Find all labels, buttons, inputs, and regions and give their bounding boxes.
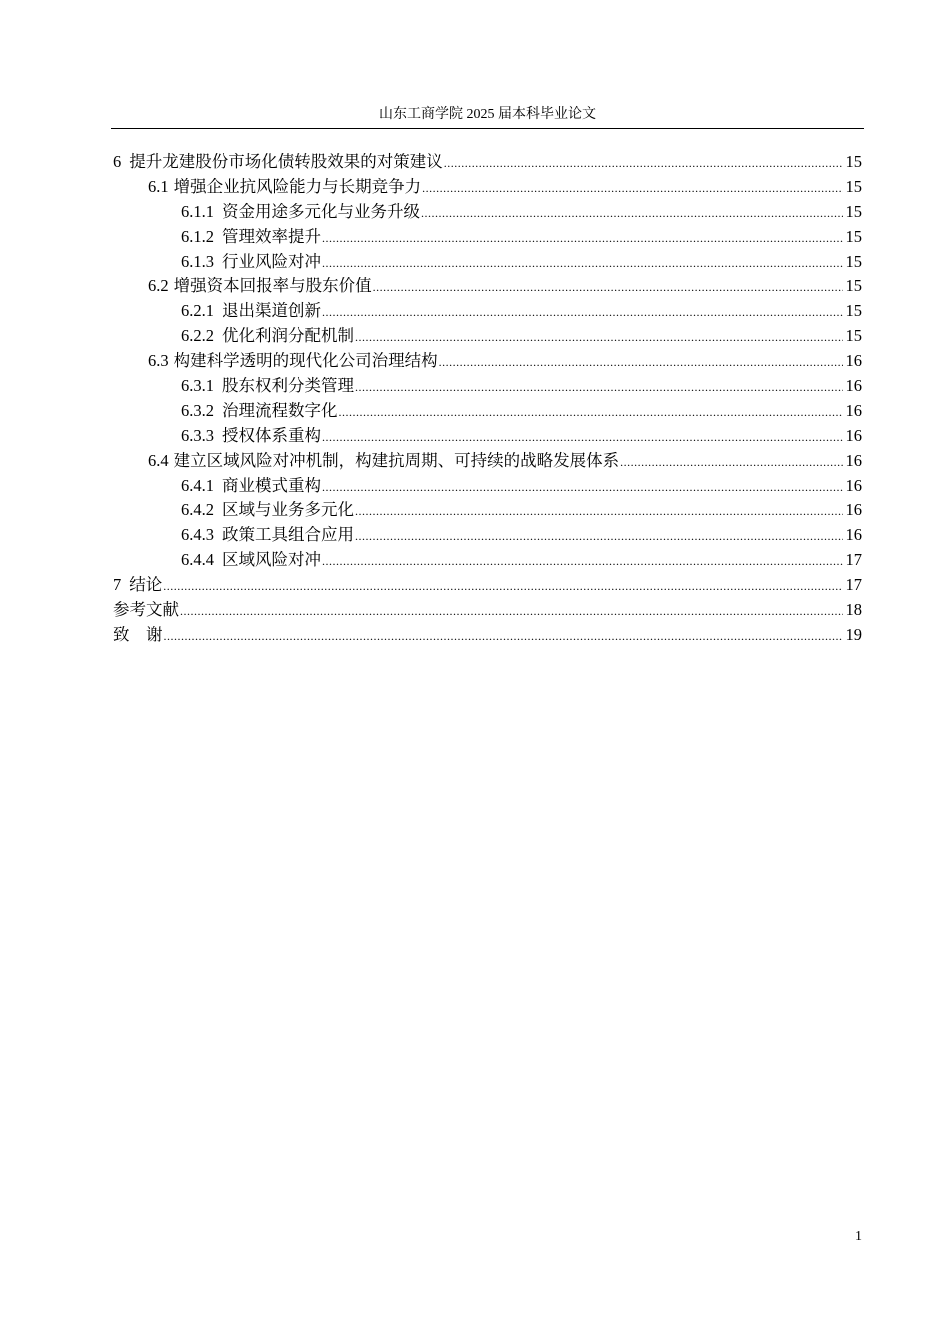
toc-entry-6-3-1[interactable] — [113, 374, 862, 399]
toc-entry-title: 提升龙建股份市场化债转股效果的对策建议 — [129, 152, 443, 171]
toc-entry-page: 15 — [845, 152, 862, 171]
toc-leader-dots — [322, 475, 843, 500]
toc-entry-title: 管理效率提升 — [222, 226, 321, 246]
toc-entry-6-3-3[interactable] — [113, 424, 862, 449]
toc-leader-dots — [355, 375, 843, 400]
page-header: 山东工商学院 2025 届本科毕业论文 — [379, 107, 596, 122]
toc-entry-number: 6.2.1 — [181, 301, 214, 321]
toc-leader-dots — [163, 574, 843, 599]
toc-entry-title: 授权体系重构 — [222, 425, 321, 445]
toc-entry-title: 增强资本回报率与股东价值 — [173, 276, 372, 296]
toc-entry-page: 15 — [845, 276, 862, 296]
toc-leader-dots — [322, 251, 843, 276]
toc-entry-page: 16 — [845, 376, 862, 396]
toc-leader-dots — [421, 201, 843, 226]
table-of-contents — [113, 150, 862, 648]
toc-entry-page: 15 — [845, 201, 862, 221]
toc-entry-title: 治理流程数字化 — [222, 400, 338, 420]
toc-entry-number: 6.2 — [148, 276, 169, 296]
toc-leader-dots — [180, 599, 843, 624]
toc-entry-page: 16 — [845, 450, 862, 470]
toc-entry-acknowledgements[interactable] — [113, 623, 862, 648]
toc-leader-dots — [322, 226, 843, 251]
toc-entry-number: 7 — [113, 575, 122, 595]
toc-entry-title: 退出渠道创新 — [222, 301, 321, 321]
toc-entry-page: 16 — [845, 425, 862, 445]
toc-entry-6-3-2[interactable] — [113, 399, 862, 424]
toc-leader-dots — [355, 325, 843, 350]
toc-entry-title: 区域与业务多元化 — [222, 500, 354, 520]
toc-leader-dots — [322, 549, 843, 574]
toc-entry-page: 19 — [845, 624, 862, 644]
toc-leader-dots — [164, 624, 844, 649]
toc-entry-6-2-2[interactable] — [113, 324, 862, 349]
toc-entry-6-1[interactable] — [113, 175, 862, 200]
toc-entry-number: 6 — [113, 152, 122, 171]
toc-entry-number: 6.4.3 — [181, 525, 214, 545]
toc-leader-dots — [444, 151, 843, 176]
toc-entry-number: 6.4.1 — [181, 475, 214, 495]
toc-entry-6[interactable] — [113, 150, 862, 175]
toc-entry-page: 16 — [845, 500, 862, 520]
toc-entry-title: 区域风险对冲 — [222, 550, 321, 570]
toc-entry-title: 建立区域风险对冲机制，构建抗周期、可持续的战略发展体系 — [173, 450, 620, 470]
toc-entry-title: 致 谢 — [113, 624, 163, 644]
toc-entry-page: 15 — [845, 226, 862, 246]
toc-entry-number: 6.1.2 — [181, 226, 214, 246]
toc-entry-number: 6.3.1 — [181, 376, 214, 396]
toc-entry-page: 15 — [845, 251, 862, 271]
toc-leader-dots — [620, 450, 843, 475]
toc-entry-6-2-1[interactable] — [113, 299, 862, 324]
toc-leader-dots — [439, 350, 843, 375]
toc-entry-references[interactable] — [113, 598, 862, 623]
page-number: 1 — [855, 1229, 862, 1244]
toc-entry-number: 6.3.2 — [181, 400, 214, 420]
toc-entry-6-1-1[interactable] — [113, 200, 862, 225]
toc-entry-title: 结论 — [129, 575, 163, 595]
toc-entry-7[interactable] — [113, 573, 862, 598]
toc-entry-title: 行业风险对冲 — [222, 251, 321, 271]
toc-entry-title: 商业模式重构 — [222, 475, 321, 495]
toc-entry-6-4-4[interactable] — [113, 548, 862, 573]
toc-entry-page: 16 — [845, 525, 862, 545]
toc-entry-number: 6.1.3 — [181, 251, 214, 271]
toc-entry-number: 6.2.2 — [181, 326, 214, 346]
toc-entry-6-1-2[interactable] — [113, 225, 862, 250]
toc-entry-title: 参考文献 — [113, 600, 179, 620]
toc-entry-6-4-2[interactable] — [113, 498, 862, 523]
toc-entry-number: 6.4.4 — [181, 550, 214, 570]
header-rule — [111, 128, 864, 129]
toc-entry-number: 6.1.1 — [181, 201, 214, 221]
toc-entry-page: 15 — [845, 326, 862, 346]
toc-leader-dots — [355, 499, 843, 524]
toc-leader-dots — [339, 400, 844, 425]
toc-entry-page: 16 — [845, 400, 862, 420]
toc-entry-title: 资金用途多元化与业务升级 — [222, 201, 420, 221]
toc-entry-6-1-3[interactable] — [113, 250, 862, 275]
toc-leader-dots — [322, 300, 843, 325]
toc-leader-dots — [373, 275, 843, 300]
toc-entry-6-4-3[interactable] — [113, 523, 862, 548]
toc-entry-page: 18 — [845, 600, 862, 620]
toc-leader-dots — [355, 524, 843, 549]
toc-entry-page: 16 — [845, 475, 862, 495]
toc-entry-6-2[interactable] — [113, 274, 862, 299]
toc-entry-page: 16 — [845, 351, 862, 371]
toc-entry-title: 股东权利分类管理 — [222, 376, 354, 396]
toc-entry-page: 15 — [845, 176, 862, 196]
toc-entry-number: 6.1 — [148, 176, 169, 196]
toc-entry-title: 政策工具组合应用 — [222, 525, 354, 545]
toc-entry-6-4-1[interactable] — [113, 474, 862, 499]
toc-entry-6-3[interactable] — [113, 349, 862, 374]
toc-entry-number: 6.3.3 — [181, 425, 214, 445]
toc-entry-page: 17 — [845, 575, 862, 595]
toc-entry-number: 6.4 — [148, 450, 169, 470]
toc-leader-dots — [322, 425, 843, 450]
toc-entry-page: 15 — [845, 301, 862, 321]
toc-entry-title: 构建科学透明的现代化公司治理结构 — [173, 351, 438, 371]
toc-entry-page: 17 — [845, 550, 862, 570]
toc-entry-title: 优化利润分配机制 — [222, 326, 354, 346]
toc-entry-6-4[interactable] — [113, 449, 862, 474]
toc-leader-dots — [422, 176, 843, 201]
toc-entry-title: 增强企业抗风险能力与长期竞争力 — [173, 176, 422, 196]
toc-entry-number: 6.4.2 — [181, 500, 214, 520]
toc-entry-number: 6.3 — [148, 351, 169, 371]
